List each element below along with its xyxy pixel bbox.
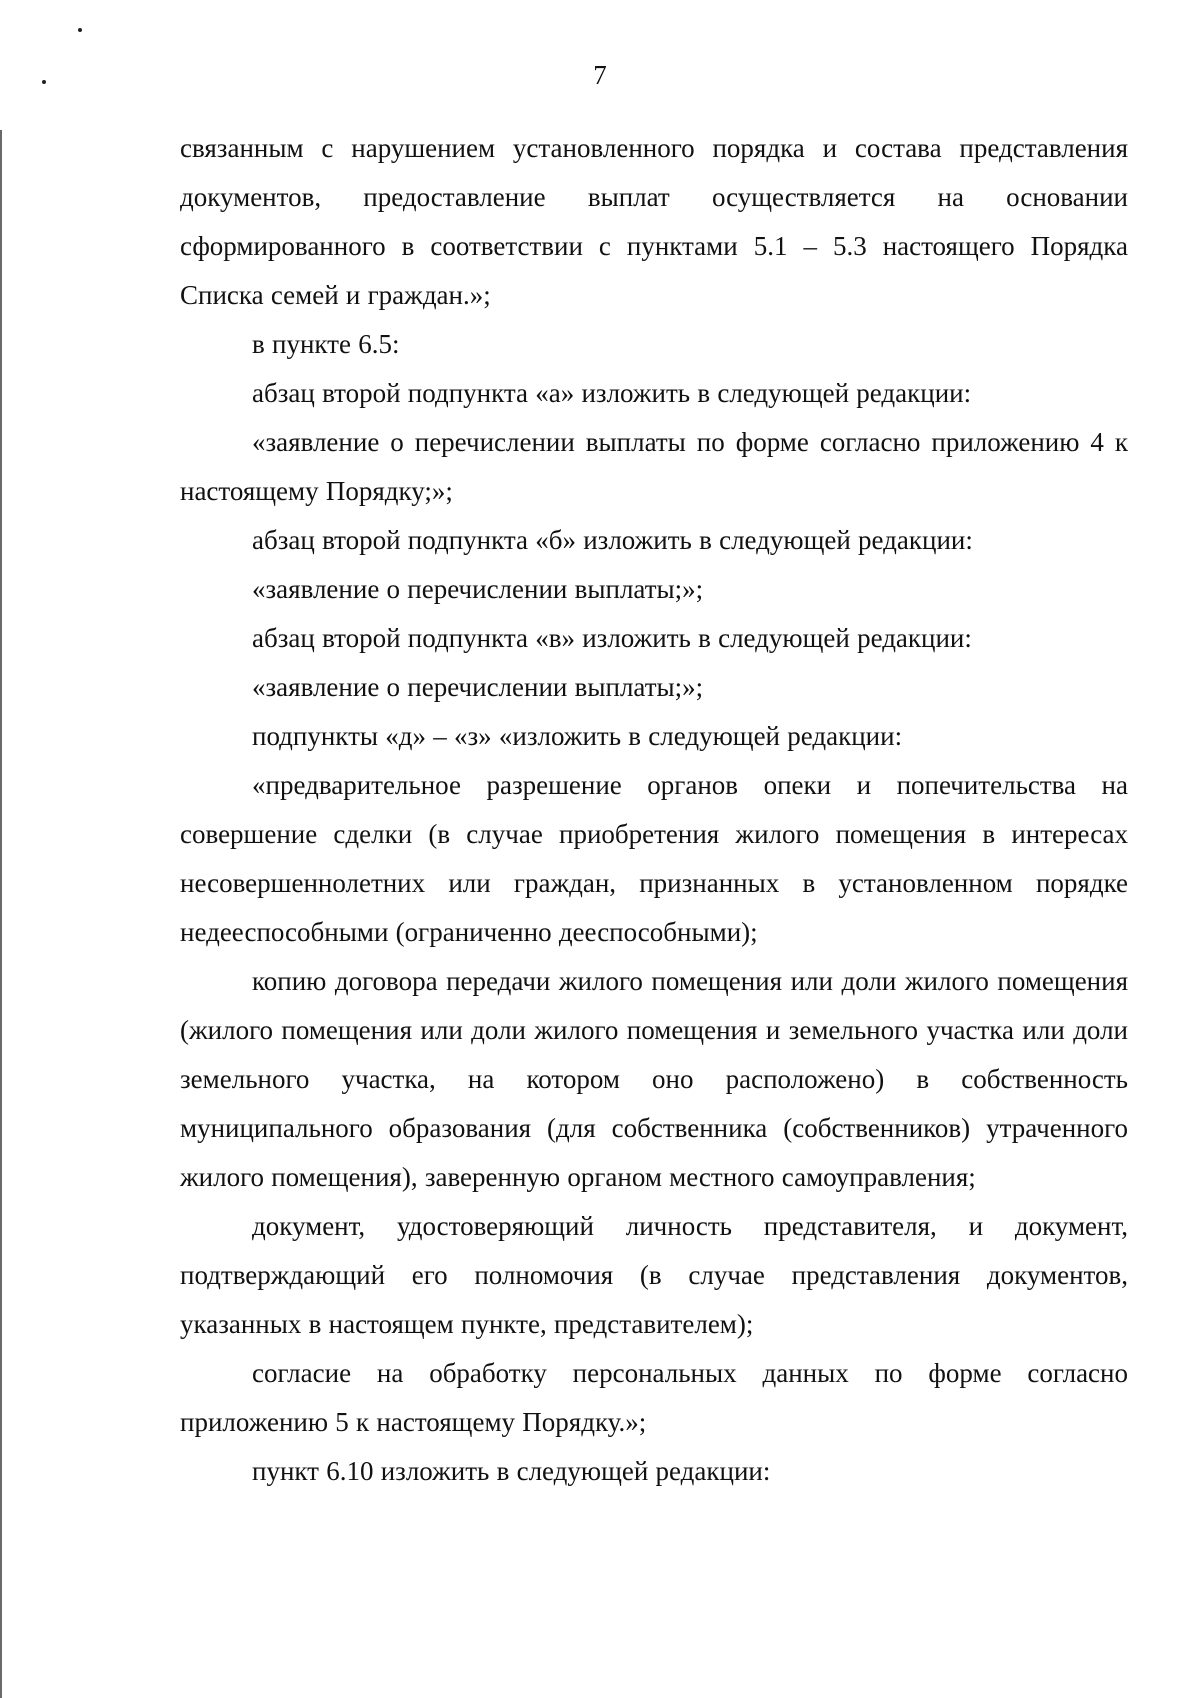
document-body xyxy=(180,124,1128,1496)
paragraph: пункт 6.10 изложить в следующей редакции: xyxy=(252,1456,771,1486)
paragraph: в пункте 6.5: xyxy=(252,329,400,359)
paragraph: абзац второй подпункта «б» изложить в следующей редакции: xyxy=(252,525,973,555)
paragraph: «заявление о перечислении выплаты;»; xyxy=(252,574,704,604)
scan-left-edge xyxy=(0,130,2,1698)
paragraph: «предварительное разрешение органов опеки и попечительства на совершение сделки (в случае приобретения жилого помещения в интересах несовершеннолетних или граждан, признанных в установленном порядке недееспособными (ограниченно дееспособными); xyxy=(180,770,1128,947)
paragraph: «заявление о перечислении выплаты по форме согласно приложению 4 к настоящему Порядку;»; xyxy=(180,427,1128,506)
paragraph: абзац второй подпункта «в» изложить в следующей редакции: xyxy=(252,623,972,653)
paragraph: подпункты «д» – «з» «изложить в следующей редакции: xyxy=(252,721,903,751)
paragraph: связанным с нарушением установленного порядка и состава представления документов, предоставление выплат осуществляется на основании сформированного в соответствии с пунктами 5.1 – 5.3 настоящего Порядка Списка семей и граждан.»; xyxy=(180,133,1128,310)
paragraph: согласие на обработку персональных данных по форме согласно приложению 5 к настоящему Порядку.»; xyxy=(180,1358,1128,1437)
paragraph: копию договора передачи жилого помещения или доли жилого помещения (жилого помещения или доли жилого помещения и земельного участка или доли земельного участка, на котором оно расположено) в собственность муниципального образования (для собственника (собственников) утраченного жилого помещения), заверенную органом местного самоуправления; xyxy=(180,966,1128,1192)
page-number: 7 xyxy=(593,60,607,90)
paragraph: «заявление о перечислении выплаты;»; xyxy=(252,672,704,702)
paragraph: абзац второй подпункта «а» изложить в следующей редакции: xyxy=(252,378,972,408)
paragraph: документ, удостоверяющий личность представителя, и документ, подтверждающий его полномочия (в случае представления документов, указанных в настоящем пункте, представителем); xyxy=(180,1211,1128,1339)
scan-speck xyxy=(78,28,82,32)
